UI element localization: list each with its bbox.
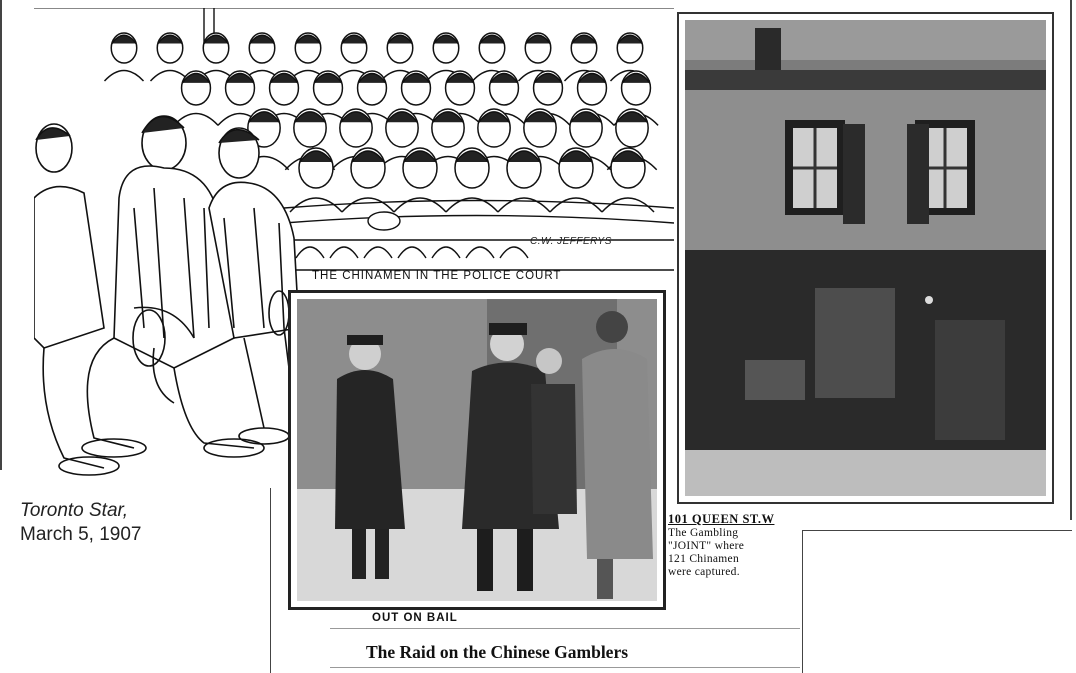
bail-photo-caption: OUT ON BAIL bbox=[372, 612, 458, 624]
headline-rule-bottom bbox=[330, 667, 800, 668]
railing-arch bbox=[364, 247, 392, 258]
railing-arch bbox=[296, 247, 324, 258]
sketch-caption: THE CHINAMEN IN THE POLICE COURT bbox=[312, 270, 562, 282]
clipping-border-bottom bbox=[802, 530, 1072, 531]
building-photo-frame bbox=[677, 12, 1054, 504]
building-caption-heading: 101 QUEEN ST.W bbox=[668, 512, 775, 526]
crowd-shoulders bbox=[174, 114, 218, 126]
railing-arch bbox=[398, 247, 426, 258]
building-caption-line: 121 Chinamen bbox=[668, 553, 739, 565]
building-caption-line: The Gambling bbox=[668, 527, 739, 539]
building-caption-line: were captured. bbox=[668, 566, 740, 578]
building-photo bbox=[685, 20, 1046, 496]
foreground-figures bbox=[34, 116, 299, 475]
railing-arch bbox=[330, 247, 358, 258]
out-on-bail-photo bbox=[297, 299, 657, 601]
out-on-bail-photo-frame bbox=[288, 290, 666, 610]
building-caption bbox=[668, 512, 774, 579]
headline-rule-top bbox=[330, 628, 800, 629]
railing-arches bbox=[296, 247, 528, 258]
railing-arch bbox=[432, 247, 460, 258]
clipping-border-right bbox=[1070, 0, 1072, 520]
source-publication: Toronto Star, bbox=[20, 500, 129, 521]
clipping-headline: The Raid on the Chinese Gamblers bbox=[366, 642, 629, 662]
railing-arch bbox=[500, 247, 528, 258]
clipping-border-left bbox=[0, 0, 2, 470]
crowd-shoulders bbox=[342, 198, 394, 212]
source-date: March 5, 1907 bbox=[20, 524, 142, 545]
clipping-border-bottom-right bbox=[802, 530, 803, 673]
clipping-border-left-lower bbox=[270, 488, 271, 673]
railing-arch bbox=[466, 247, 494, 258]
crowd-shoulders bbox=[550, 198, 602, 212]
artist-signature: C.W. JEFFERYS bbox=[530, 236, 612, 247]
crowd-shoulders bbox=[105, 71, 144, 82]
source-citation bbox=[20, 499, 141, 547]
building-caption-line: "JOINT" where bbox=[668, 540, 745, 552]
